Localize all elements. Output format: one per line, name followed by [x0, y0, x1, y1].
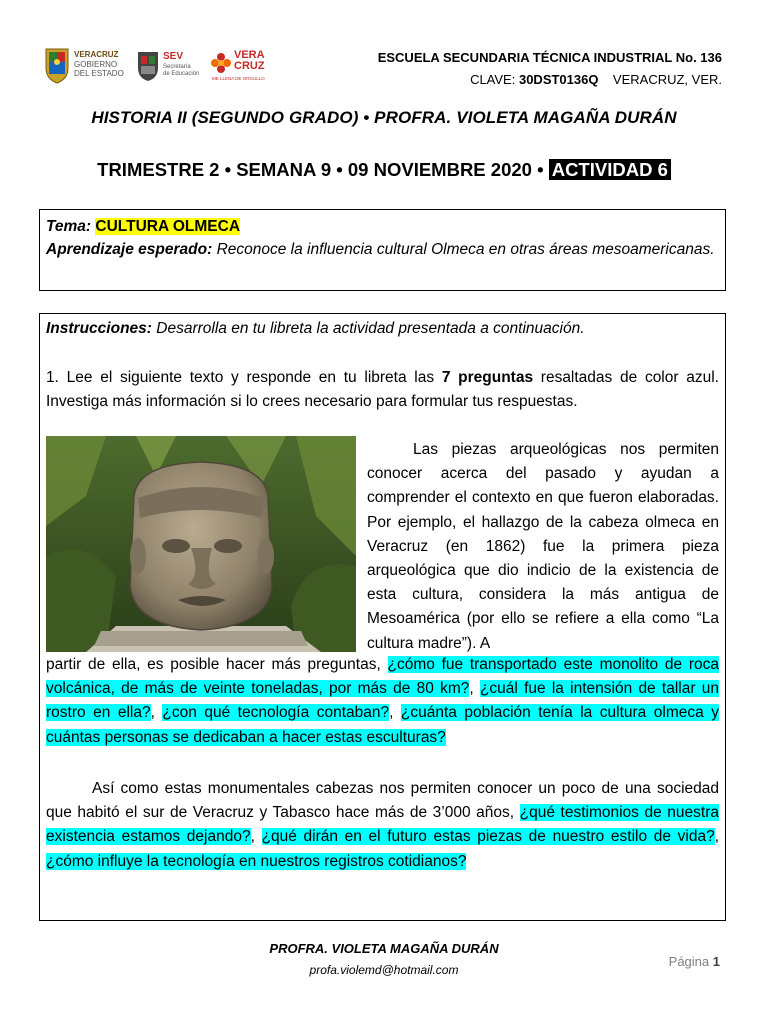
school-clave: [378, 69, 722, 91]
topic-box: [39, 209, 726, 291]
page-number: [669, 954, 720, 969]
question-2: ¿cuál fue la intensión de tallar un rostro en ella?: [46, 680, 719, 722]
tema-label: Tema:: [46, 218, 92, 235]
sev-logo-line1: Secretaría: [163, 64, 191, 70]
aprendizaje-line: [46, 238, 719, 261]
vc-logo-line2: CRUZ: [234, 60, 265, 72]
instructions-label: Instrucciones:: [46, 320, 152, 337]
sev-logo-title: SEV: [163, 51, 184, 62]
reading-paragraph-1: [367, 438, 719, 656]
sev-logo-line2: de Educación: [163, 71, 200, 77]
step-1-suffix: resaltadas de color azul. Investiga más información si lo crees necesario para formular tus respuestas.: [46, 369, 719, 410]
instructions: [46, 318, 585, 340]
instructions-text: Desarrolla en tu libreta la actividad presentada a continuación.: [156, 320, 585, 337]
reading-p1-text: Las piezas arqueológicas nos permiten conocer acerca del pasado y ayudan a comprender el contexto en que fueron elaboradas. Por ejemplo, el hallazgo de la cabeza olmeca en Veracruz (en 1862) fue la primera pieza arqueológica que dio indicio de la existencia de esta cultura, considera la más antigua de Mesoamérica (por ello se refiere a ella como “La cultura madre”). A: [367, 441, 719, 652]
veracruz-coat-of-arms-icon: [44, 46, 70, 84]
clave-value: 30DST0136Q: [518, 72, 599, 87]
veracruz-logo-line3: DEL ESTADO: [74, 69, 124, 78]
course-title: HISTORIA II (SEGUNDO GRADO) • PROFRA. VIOLETA MAGAÑA DURÁN: [91, 108, 677, 127]
reading-paragraph-3: Así como estas monumentales cabezas nos permiten conocer un poco de una sociedad que habitó el sur de Veracruz y Tabasco hace más de 3’000 años, ¿qué testimonios de nuestra existencia estamos dejando?, ¿qué dirán en el futuro estas piezas de nuestro estilo de vida?, ¿cómo influye la tecnología en nuestros registros cotidianos?: [46, 780, 719, 870]
school-info: [378, 47, 722, 91]
olmec-head-photo: [46, 436, 356, 652]
step-1-bold: 7 preguntas: [441, 369, 534, 386]
footer-teacher-name: PROFRA. VIOLETA MAGAÑA DURÁN: [269, 941, 499, 956]
page-number-value: 1: [712, 954, 720, 969]
step-1-prefix: 1. Lee el siguiente texto y responde en tu libreta las: [46, 369, 435, 386]
flower-emblem-icon: [210, 52, 232, 74]
tema-value: CULTURA OLMECA: [95, 218, 241, 235]
vc-logo-line1: VERA: [234, 49, 265, 61]
question-5: ¿qué testimonios de nuestra existencia estamos dejando?: [46, 804, 719, 846]
page-label: Página: [668, 954, 710, 969]
question-6: ¿qué dirán en el futuro estas piezas de nuestro estilo de vida?: [261, 828, 715, 846]
activity-box: [39, 313, 726, 921]
question-1: ¿cómo fue transportado este monolito de roca volcánica, de más de veinte toneladas, por más de 80 km?: [46, 656, 719, 698]
topic-line: [46, 215, 719, 238]
aprendizaje-label: Aprendizaje esperado:: [46, 241, 213, 258]
trimester-text: TRIMESTRE 2 • SEMANA 9 • 09 NOVIEMBRE 2020 •: [97, 159, 544, 180]
school-location: VERACRUZ, VER.: [612, 72, 722, 87]
footer-email: profa.violemd@hotmail.com: [309, 963, 459, 977]
reading-paragraph-2: partir de ella, es posible hacer más preguntas, ¿cómo fue transportado este monolito de roca volcánica, de más de veinte toneladas, por más de 80 km?, ¿cuál fue la intensión de tallar un rostro en ella?, ¿con qué tecnología contaban?, ¿cuánta población tenía la cultura olmeca y cuántas personas se dedicaban a hacer estas esculturas?: [46, 656, 719, 746]
clave-label: CLAVE:: [470, 72, 516, 87]
reading-p2-lead: partir de ella, es posible hacer más preguntas,: [46, 656, 381, 673]
aprendizaje-text: Reconoce la influencia cultural Olmeca en otras áreas mesoamericanas.: [216, 241, 715, 258]
question-4: ¿cuánta población tenía la cultura olmeca y cuántas personas se dedicaban a hacer estas esculturas?: [46, 704, 719, 746]
step-1: [46, 366, 719, 414]
sev-emblem-icon: [136, 48, 160, 82]
reading-p3-lead: Así como estas monumentales cabezas nos permiten conocer un poco de una sociedad que habitó el sur de Veracruz y Tabasco hace más de 3’000 años,: [46, 780, 719, 822]
header-logos: [44, 44, 274, 88]
veracruz-logo-line2: GOBIERNO: [74, 60, 118, 69]
school-name: ESCUELA SECUNDARIA TÉCNICA INDUSTRIAL No. 136: [377, 50, 722, 65]
trimester-line: [0, 159, 768, 181]
activity-badge: ACTIVIDAD 6: [549, 159, 671, 180]
question-7: ¿cómo influye la tecnología en nuestros registros cotidianos?: [46, 852, 467, 870]
vc-logo-tagline: ME LLENA DE ORGULLO: [212, 76, 265, 81]
question-3: ¿con qué tecnología contaban?: [162, 704, 390, 722]
veracruz-logo-line1: VERACRUZ: [74, 50, 119, 59]
